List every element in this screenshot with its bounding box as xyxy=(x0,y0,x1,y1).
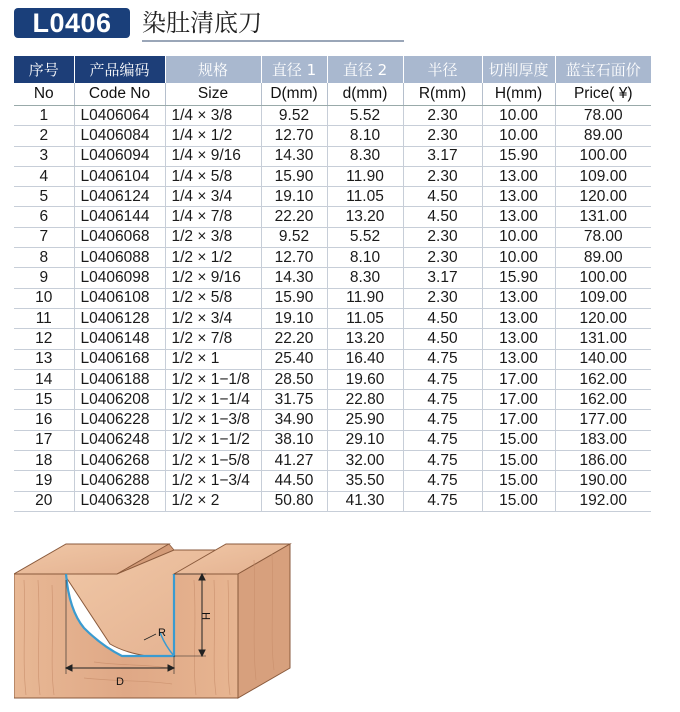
table-cell: 6 xyxy=(14,207,74,227)
table-cell: 13.00 xyxy=(482,349,555,369)
table-cell: 4.50 xyxy=(403,187,482,207)
table-cell: 16 xyxy=(14,410,74,430)
table-cell: 2.30 xyxy=(403,106,482,126)
dimension-label-r: R xyxy=(158,627,166,639)
table-cell: 13.00 xyxy=(482,288,555,308)
table-row xyxy=(14,146,651,166)
table-cell: L0406268 xyxy=(74,451,165,471)
table-cell: L0406094 xyxy=(74,146,165,166)
table-cell: 17.00 xyxy=(482,369,555,389)
table-cell: 10.00 xyxy=(482,248,555,268)
table-cell: 11 xyxy=(14,308,74,328)
table-cell: 7 xyxy=(14,227,74,247)
table-row xyxy=(14,410,651,430)
table-cell: 4.75 xyxy=(403,451,482,471)
table-cell: 16.40 xyxy=(327,349,403,369)
table-cell: 120.00 xyxy=(555,187,651,207)
table-cell: 190.00 xyxy=(555,471,651,491)
table-cell: 131.00 xyxy=(555,207,651,227)
table-row xyxy=(14,451,651,471)
title-underline xyxy=(142,40,404,42)
table-cell: 15.00 xyxy=(482,430,555,450)
table-cell: 1/2 × 1 xyxy=(165,349,261,369)
header-row-cn xyxy=(14,56,651,83)
table-cell: 10.00 xyxy=(482,106,555,126)
router-bit-profile-illustration xyxy=(14,540,292,702)
table-cell: 9.52 xyxy=(261,227,327,247)
table-cell: L0406208 xyxy=(74,390,165,410)
table-row xyxy=(14,166,651,186)
table-cell: L0406064 xyxy=(74,106,165,126)
table-cell: 9 xyxy=(14,268,74,288)
table-row xyxy=(14,268,651,288)
table-row xyxy=(14,187,651,207)
table-cell: 20 xyxy=(14,491,74,511)
table-cell: L0406084 xyxy=(74,126,165,146)
table-cell: 8.30 xyxy=(327,268,403,288)
table-cell: 3.17 xyxy=(403,146,482,166)
table-cell: 9.52 xyxy=(261,106,327,126)
table-cell: 1/2 × 2 xyxy=(165,491,261,511)
col-header-cn: 切削厚度 xyxy=(482,56,555,83)
table-cell: 1/4 × 5/8 xyxy=(165,166,261,186)
table-cell: 15.90 xyxy=(482,146,555,166)
col-header-cn: 蓝宝石面价 xyxy=(555,56,651,83)
col-header-en: No xyxy=(14,83,74,106)
col-header-en: D(mm) xyxy=(261,83,327,106)
col-header-cn: 半径 xyxy=(403,56,482,83)
table-row xyxy=(14,329,651,349)
table-cell: L0406088 xyxy=(74,248,165,268)
table-cell: 13.00 xyxy=(482,187,555,207)
table-cell: 32.00 xyxy=(327,451,403,471)
table-cell: 15 xyxy=(14,390,74,410)
table-row xyxy=(14,349,651,369)
table-cell: 41.30 xyxy=(327,491,403,511)
table-cell: 38.10 xyxy=(261,430,327,450)
table-cell: 1/2 × 1−3/8 xyxy=(165,410,261,430)
table-cell: 177.00 xyxy=(555,410,651,430)
col-header-cn: 产品编码 xyxy=(74,56,165,83)
table-cell: 2 xyxy=(14,126,74,146)
table-cell: 192.00 xyxy=(555,491,651,511)
dimension-label-d: D xyxy=(116,676,124,688)
table-cell: 19.60 xyxy=(327,369,403,389)
table-cell: L0406098 xyxy=(74,268,165,288)
table-cell: 4.75 xyxy=(403,430,482,450)
col-header-en: H(mm) xyxy=(482,83,555,106)
table-cell: 14.30 xyxy=(261,146,327,166)
table-cell: 4.75 xyxy=(403,349,482,369)
table-cell: 12.70 xyxy=(261,248,327,268)
product-title: 染肚清底刀 xyxy=(142,9,262,37)
table-cell: 4.50 xyxy=(403,308,482,328)
table-cell: L0406248 xyxy=(74,430,165,450)
table-cell: 1/2 × 9/16 xyxy=(165,268,261,288)
table-cell: 10 xyxy=(14,288,74,308)
table-cell: 17.00 xyxy=(482,390,555,410)
col-header-en: R(mm) xyxy=(403,83,482,106)
table-cell: 1/2 × 1−1/8 xyxy=(165,369,261,389)
col-header-cn: 直径 1 xyxy=(261,56,327,83)
table-cell: L0406328 xyxy=(74,491,165,511)
table-cell: 4.50 xyxy=(403,207,482,227)
col-header-en: Code No xyxy=(74,83,165,106)
product-code-badge: L0406 xyxy=(14,8,130,38)
table-cell: 120.00 xyxy=(555,308,651,328)
table-cell: 17 xyxy=(14,430,74,450)
table-cell: 15.90 xyxy=(261,166,327,186)
table-cell: 15.90 xyxy=(261,288,327,308)
table-cell: 5 xyxy=(14,187,74,207)
table-cell: L0406108 xyxy=(74,288,165,308)
table-row xyxy=(14,207,651,227)
table-cell: 1/2 × 1−3/4 xyxy=(165,471,261,491)
col-header-cn: 规格 xyxy=(165,56,261,83)
table-cell: L0406144 xyxy=(74,207,165,227)
table-cell: 2.30 xyxy=(403,166,482,186)
table-row xyxy=(14,369,651,389)
table-cell: 15.00 xyxy=(482,491,555,511)
table-cell: 131.00 xyxy=(555,329,651,349)
table-cell: L0406188 xyxy=(74,369,165,389)
table-cell: 17.00 xyxy=(482,410,555,430)
product-header xyxy=(14,8,404,42)
table-cell: 2.30 xyxy=(403,288,482,308)
dimension-label-h: H xyxy=(201,612,213,620)
table-row xyxy=(14,288,651,308)
table-cell: 13.00 xyxy=(482,308,555,328)
table-cell: 4.75 xyxy=(403,369,482,389)
table-cell: 15.90 xyxy=(482,268,555,288)
table-cell: 11.90 xyxy=(327,166,403,186)
table-cell: 140.00 xyxy=(555,349,651,369)
table-cell: 89.00 xyxy=(555,248,651,268)
header-row-en xyxy=(14,83,651,106)
table-cell: 22.20 xyxy=(261,329,327,349)
table-cell: 12.70 xyxy=(261,126,327,146)
table-cell: 4.75 xyxy=(403,491,482,511)
table-cell: 162.00 xyxy=(555,369,651,389)
table-cell: 100.00 xyxy=(555,268,651,288)
table-cell: 1 xyxy=(14,106,74,126)
table-cell: 2.30 xyxy=(403,126,482,146)
table-cell: L0406104 xyxy=(74,166,165,186)
table-cell: 8.10 xyxy=(327,126,403,146)
table-row xyxy=(14,390,651,410)
table-cell: 13.00 xyxy=(482,166,555,186)
table-cell: 1/2 × 1/2 xyxy=(165,248,261,268)
table-cell: 4.75 xyxy=(403,390,482,410)
table-cell: 8.30 xyxy=(327,146,403,166)
spec-table xyxy=(14,56,651,512)
table-cell: L0406228 xyxy=(74,410,165,430)
table-cell: 18 xyxy=(14,451,74,471)
table-row xyxy=(14,491,651,511)
table-cell: 1/2 × 7/8 xyxy=(165,329,261,349)
table-cell: 50.80 xyxy=(261,491,327,511)
table-cell: 31.75 xyxy=(261,390,327,410)
table-cell: 4.75 xyxy=(403,410,482,430)
table-cell: 1/4 × 7/8 xyxy=(165,207,261,227)
table-cell: 8 xyxy=(14,248,74,268)
table-cell: 1/2 × 3/4 xyxy=(165,308,261,328)
table-cell: 1/2 × 5/8 xyxy=(165,288,261,308)
table-cell: 183.00 xyxy=(555,430,651,450)
table-cell: 19.10 xyxy=(261,308,327,328)
table-cell: 3 xyxy=(14,146,74,166)
table-cell: L0406124 xyxy=(74,187,165,207)
table-cell: 1/2 × 1−5/8 xyxy=(165,451,261,471)
table-cell: 186.00 xyxy=(555,451,651,471)
table-cell: 1/4 × 9/16 xyxy=(165,146,261,166)
table-cell: 5.52 xyxy=(327,106,403,126)
table-cell: 1/4 × 3/8 xyxy=(165,106,261,126)
table-cell: 162.00 xyxy=(555,390,651,410)
table-cell: 25.40 xyxy=(261,349,327,369)
table-cell: 14.30 xyxy=(261,268,327,288)
table-cell: 11.05 xyxy=(327,187,403,207)
table-cell: 28.50 xyxy=(261,369,327,389)
table-row xyxy=(14,106,651,126)
table-cell: 10.00 xyxy=(482,227,555,247)
table-cell: 4.75 xyxy=(403,471,482,491)
table-cell: 13.00 xyxy=(482,207,555,227)
table-cell: 22.20 xyxy=(261,207,327,227)
table-cell: 35.50 xyxy=(327,471,403,491)
table-row xyxy=(14,248,651,268)
col-header-en: Size xyxy=(165,83,261,106)
table-cell: 25.90 xyxy=(327,410,403,430)
table-cell: 78.00 xyxy=(555,106,651,126)
table-cell: 89.00 xyxy=(555,126,651,146)
col-header-en: Price( ¥) xyxy=(555,83,651,106)
table-cell: 15.00 xyxy=(482,451,555,471)
table-cell: 5.52 xyxy=(327,227,403,247)
spec-table-body xyxy=(14,106,651,512)
table-cell: 44.50 xyxy=(261,471,327,491)
table-cell: 3.17 xyxy=(403,268,482,288)
table-cell: 41.27 xyxy=(261,451,327,471)
table-cell: 1/4 × 3/4 xyxy=(165,187,261,207)
table-cell: 19.10 xyxy=(261,187,327,207)
table-cell: 78.00 xyxy=(555,227,651,247)
table-cell: 8.10 xyxy=(327,248,403,268)
table-cell: 109.00 xyxy=(555,288,651,308)
table-cell: 100.00 xyxy=(555,146,651,166)
table-cell: 13 xyxy=(14,349,74,369)
col-header-cn: 序号 xyxy=(14,56,74,83)
table-cell: 11.90 xyxy=(327,288,403,308)
table-cell: 4 xyxy=(14,166,74,186)
table-row xyxy=(14,430,651,450)
table-row xyxy=(14,308,651,328)
table-cell: 11.05 xyxy=(327,308,403,328)
table-cell: L0406068 xyxy=(74,227,165,247)
table-cell: 2.30 xyxy=(403,248,482,268)
table-cell: 29.10 xyxy=(327,430,403,450)
table-cell: 12 xyxy=(14,329,74,349)
table-cell: 1/4 × 1/2 xyxy=(165,126,261,146)
table-cell: 22.80 xyxy=(327,390,403,410)
table-cell: 15.00 xyxy=(482,471,555,491)
col-header-cn: 直径 2 xyxy=(327,56,403,83)
table-cell: 10.00 xyxy=(482,126,555,146)
table-row xyxy=(14,126,651,146)
table-cell: 1/2 × 1−1/4 xyxy=(165,390,261,410)
table-cell: 19 xyxy=(14,471,74,491)
table-row xyxy=(14,227,651,247)
col-header-en: d(mm) xyxy=(327,83,403,106)
table-cell: L0406148 xyxy=(74,329,165,349)
table-cell: 109.00 xyxy=(555,166,651,186)
table-cell: 2.30 xyxy=(403,227,482,247)
table-cell: 13.00 xyxy=(482,329,555,349)
table-cell: 1/2 × 3/8 xyxy=(165,227,261,247)
table-cell: 34.90 xyxy=(261,410,327,430)
table-cell: 4.50 xyxy=(403,329,482,349)
table-cell: 1/2 × 1−1/2 xyxy=(165,430,261,450)
table-row xyxy=(14,471,651,491)
table-cell: L0406128 xyxy=(74,308,165,328)
table-cell: L0406168 xyxy=(74,349,165,369)
table-cell: 13.20 xyxy=(327,329,403,349)
table-cell: 14 xyxy=(14,369,74,389)
table-cell: L0406288 xyxy=(74,471,165,491)
table-cell: 13.20 xyxy=(327,207,403,227)
